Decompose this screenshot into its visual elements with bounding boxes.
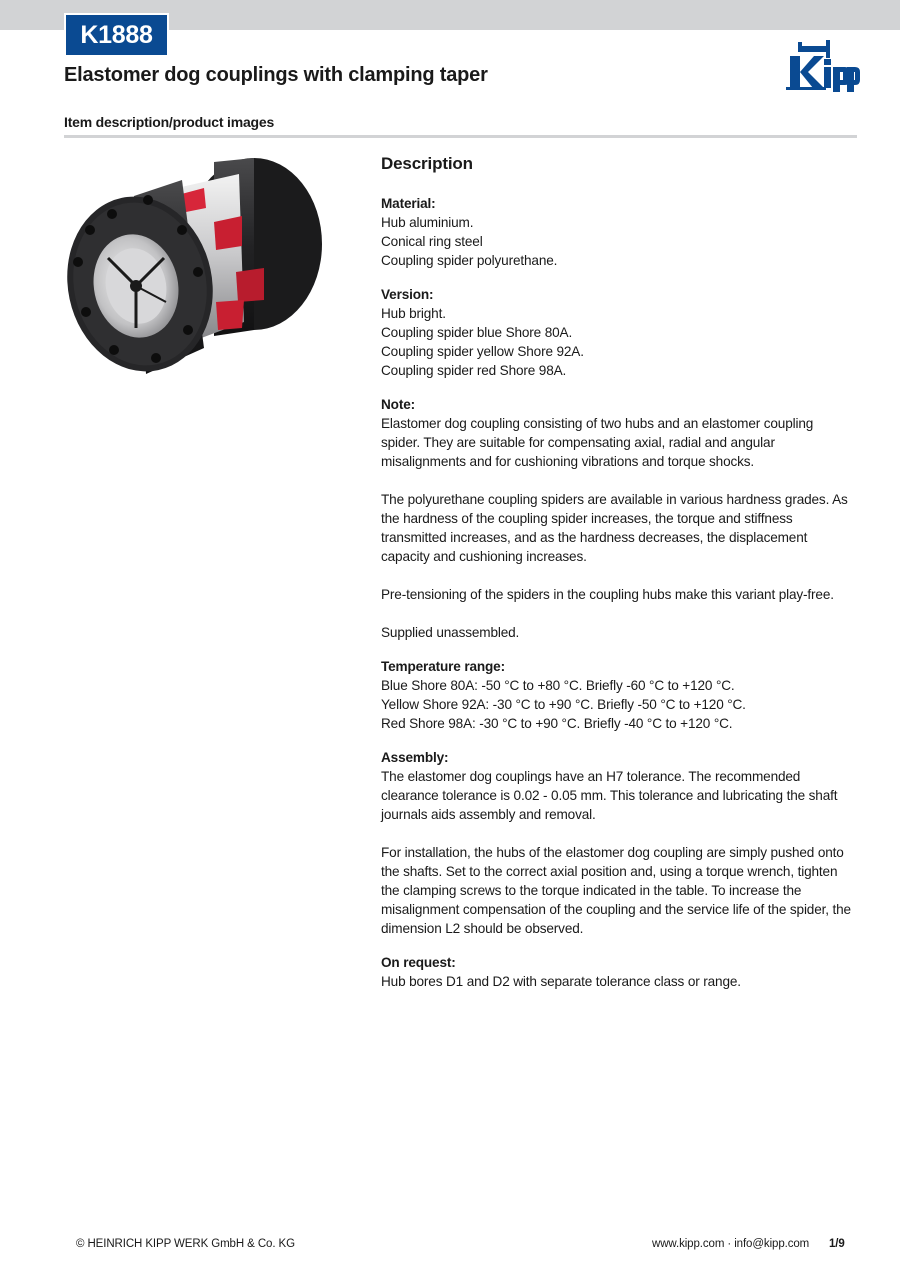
temperature-line: Red Shore 98A: -30 °C to +90 °C. Briefly -40 °C to +120 °C. [381,716,733,731]
version-line: Hub bright. [381,306,446,321]
note-paragraph: Pre-tensioning of the spiders in the coupling hubs make this variant play-free. [381,587,834,602]
note-title: Note: [381,397,415,412]
section-divider [64,135,857,138]
material-line: Hub aluminium. [381,215,474,230]
material-line: Conical ring steel [381,234,483,249]
description-content [381,153,851,1006]
section-label: Item description/product images [64,114,275,130]
temperature-title: Temperature range: [381,659,505,674]
version-line: Coupling spider red Shore 98A. [381,363,567,378]
version-line: Coupling spider yellow Shore 92A. [381,344,584,359]
version-title: Version: [381,287,434,302]
product-code-badge: K1888 [64,13,169,57]
version-block [381,285,851,380]
temperature-line: Blue Shore 80A: -50 °C to +80 °C. Briefly -60 °C to +120 °C. [381,678,735,693]
on-request-block [381,953,851,991]
kipp-logo [784,38,860,92]
elastomer-dog-coupling-image [64,152,322,384]
footer-contact[interactable]: www.kipp.com · info@kipp.com [652,1238,810,1250]
assembly-paragraph: For installation, the hubs of the elastomer dog coupling are simply pushed onto the shafts. Set to the correct axial position and, using a torque wrench, tighten the clamping screws to the torque indicated in the table. To increase the misalignment compensation of the coupling and the service life of the spider, the dimension L2 should be observed. [381,845,851,936]
note-paragraph: Supplied unassembled. [381,625,520,640]
note-block [381,395,851,642]
on-request-line: Hub bores D1 and D2 with separate tolerance class or range. [381,974,741,989]
note-paragraph: Elastomer dog coupling consisting of two hubs and an elastomer coupling spider. They are suitable for compensating axial, radial and angular misalignments and for cushioning vibrations and torque shocks. [381,416,814,469]
material-line: Coupling spider polyurethane. [381,253,558,268]
page-title: Elastomer dog couplings with clamping taper [64,64,488,86]
footer-page-number: 1/9 [829,1238,845,1250]
temperature-block [381,657,851,733]
version-line: Coupling spider blue Shore 80A. [381,325,573,340]
footer-copyright: © HEINRICH KIPP WERK GmbH & Co. KG [76,1238,295,1250]
assembly-paragraph: The elastomer dog couplings have an H7 tolerance. The recommended clearance tolerance is 0.02 - 0.05 mm. This tolerance and lubricating the shaft journals aids assembly and removal. [381,769,838,822]
assembly-title: Assembly: [381,750,449,765]
assembly-block [381,748,851,938]
material-block [381,194,851,270]
material-title: Material: [381,196,436,211]
temperature-line: Yellow Shore 92A: -30 °C to +90 °C. Briefly -50 °C to +120 °C. [381,697,746,712]
on-request-title: On request: [381,955,456,970]
description-heading: Description [381,154,473,173]
note-paragraph: The polyurethane coupling spiders are available in various hardness grades. As the hardness of the coupling spider increases, the torque and stiffness transmitted increases, and as the hardness decreases, the displacement capacity and cushioning increases. [381,492,848,564]
